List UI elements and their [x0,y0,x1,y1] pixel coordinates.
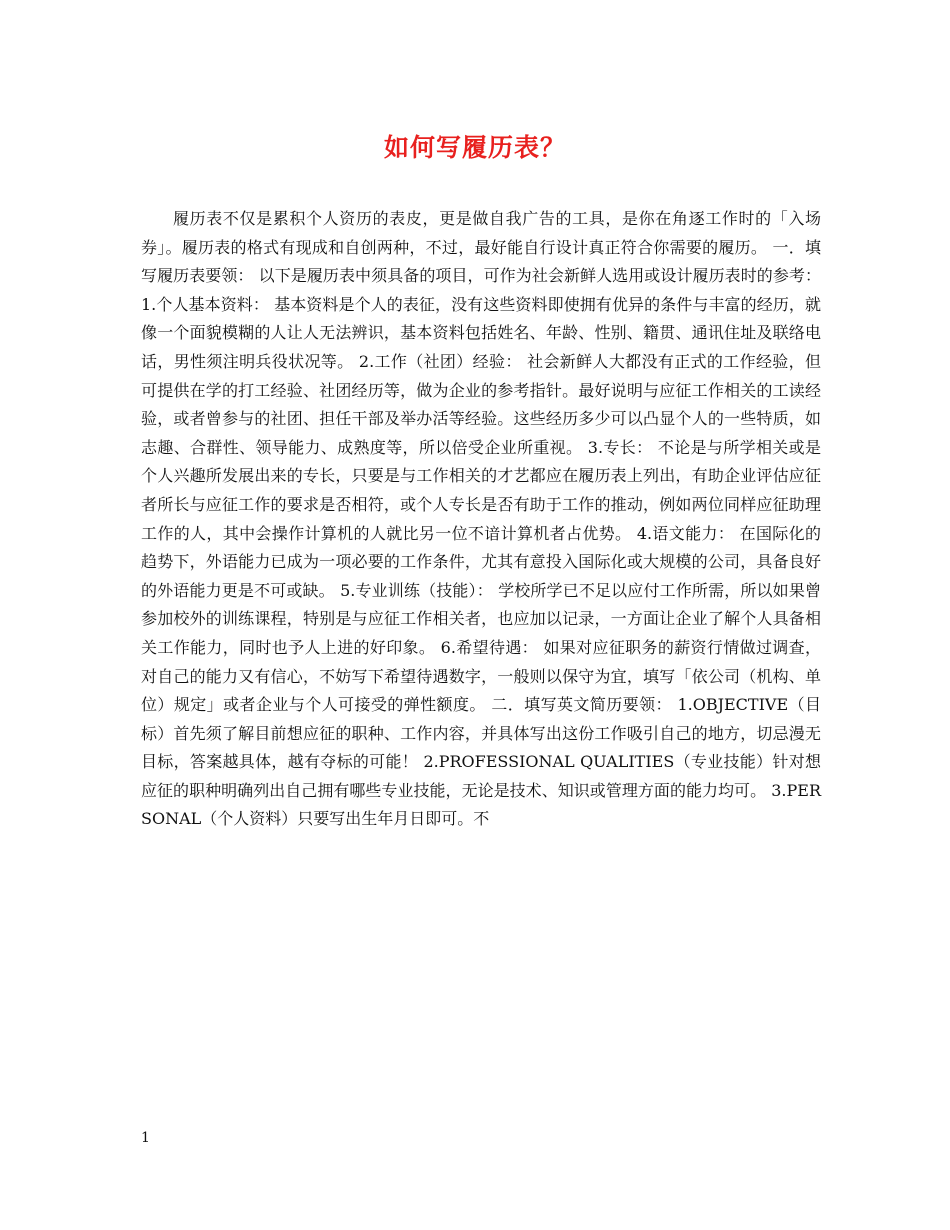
page-number: 1 [141,1130,150,1146]
body-paragraph: 履历表不仅是累积个人资历的表皮，更是做自我广告的工具，是你在角逐工作时的「入场券」。履历表的格式有现成和自创两种，不过，最好能自行设计真正符合你需要的履历。 一．填写履历表要领： 以下是履历表中须具备的项目，可作为社会新鲜人选用或设计履历表时的参考： 1.个人基本资料： 基本资料是个人的表征，没有这些资料即使拥有优异的条件与丰富的经历，就像一个面貌模糊的人让人无法辨识，基本资料包括姓名、年龄、性别、籍贯、通讯住址及联络电话，男性须注明兵役状况等。 2.工作（社团）经验： 社会新鲜人大都没有正式的工作经验，但可提供在学的打工经验、社团经历等，做为企业的参考指针。最好说明与应征工作相关的工读经验，或者曾参与的社团、担任干部及举办活等经验。这些经历多少可以凸显个人的一些特质，如志趣、合群性、领导能力、成熟度等，所以倍受企业所重视。 3.专长： 不论是与所学相关或是个人兴趣所发展出来的专长，只要是与工作相关的才艺都应在履历表上列出，有助企业评估应征者所长与应征工作的要求是否相符，或个人专长是否有助于工作的推动，例如两位同样应征助理工作的人，其中会操作计算机的人就比另一位不谙计算机者占优势。 4.语文能力： 在国际化的趋势下，外语能力已成为一项必要的工作条件，尤其有意投入国际化或大规模的公司，具备良好的外语能力更是不可或缺。 5.专业训练（技能）： 学校所学已不足以应付工作所需，所以如果曾参加校外的训练课程，特别是与应征工作相关者，也应加以记录，一方面让企业了解个人具备相关工作能力，同时也予人上进的好印象。 6.希望待遇： 如果对应征职务的薪资行情做过调查，对自己的能力又有信心，不妨写下希望待遇数字，一般则以保守为宜，填写「依公司（机构、单位）规定」或者企业与个人可接受的弹性额度。 二．填写英文简历要领： 1.OBJECTIVE（目标）首先须了解目前想应征的职种、工作内容，并具体写出这份工作吸引自己的地方，切忌漫无目标，答案越具体，越有夺标的可能！ 2.PROFESSIONAL QUALITIES（专业技能）针对想应征的职种明确列出自己拥有哪些专业技能，无论是技术、知识或管理方面的能力均可。 3.PERSONAL（个人资料）只要写出生年月日即可。不 [141,209,821,829]
document-title: 如何写履历表？ [383,133,566,162]
